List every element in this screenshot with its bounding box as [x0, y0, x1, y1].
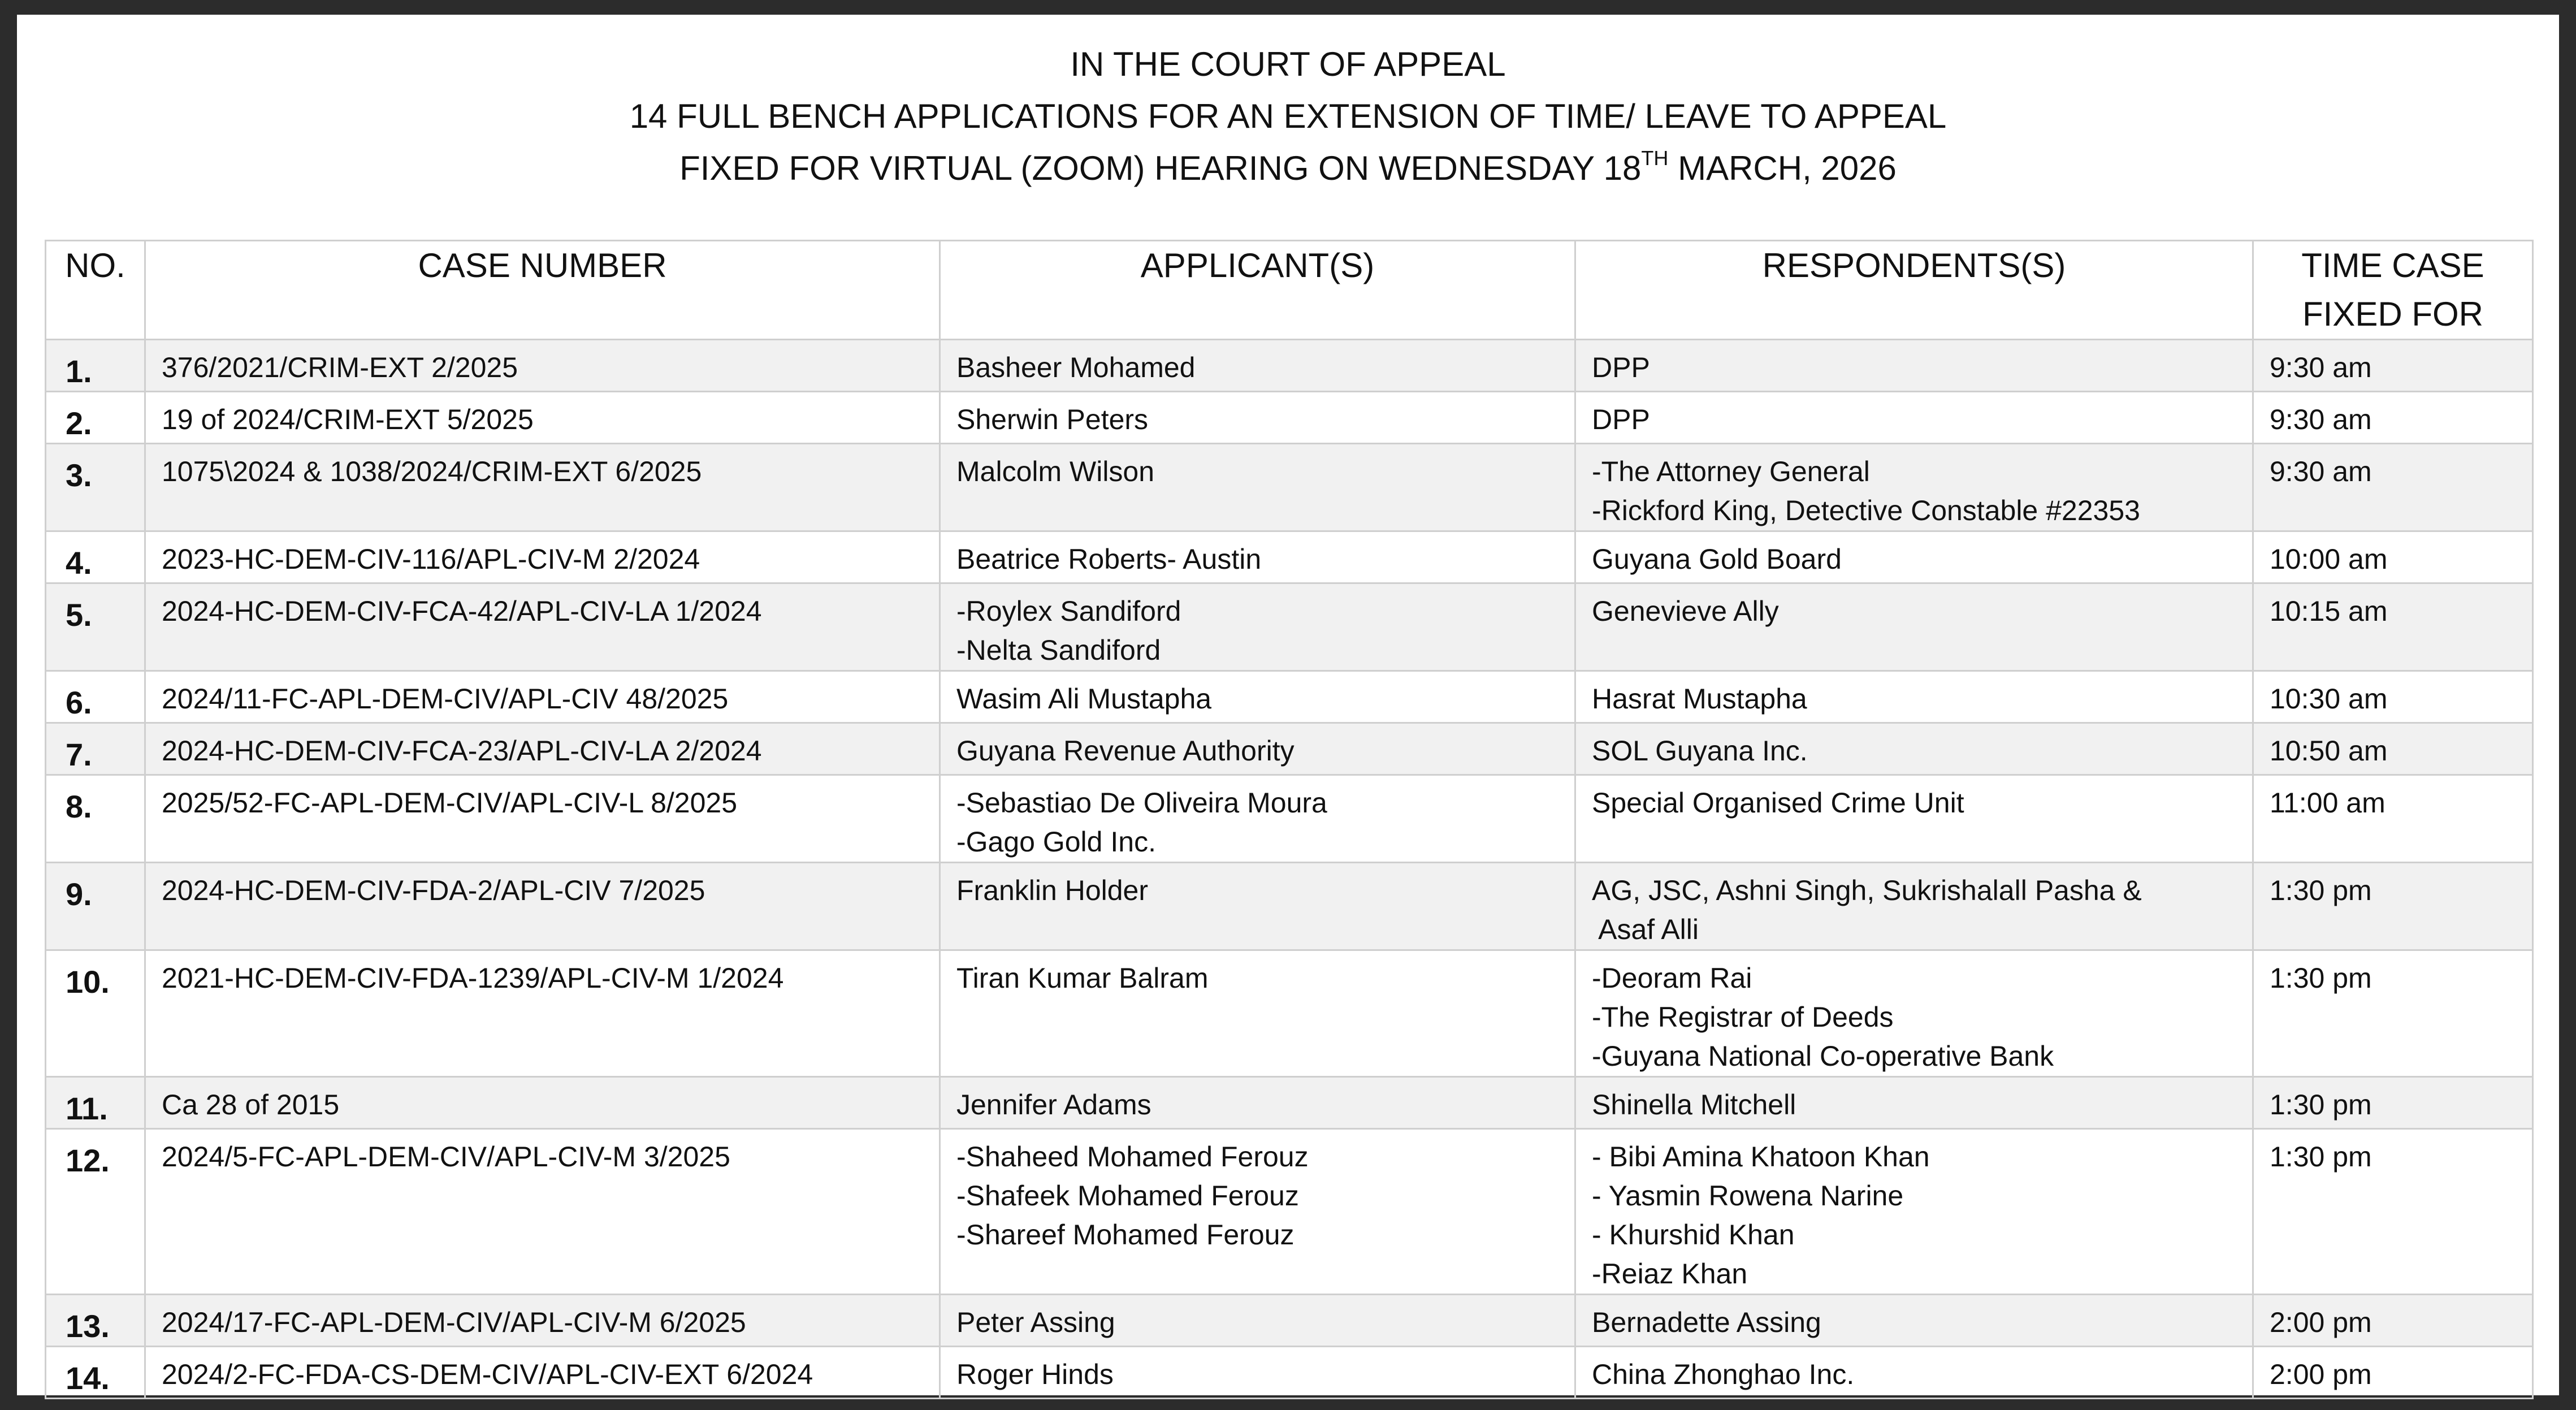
row-number: 14.: [46, 1347, 145, 1399]
table-row: [46, 775, 2533, 863]
respondent-line: -Deoram Rai: [1592, 962, 1752, 994]
applicant: [940, 1295, 1575, 1347]
time-fixed: 1:30 pm: [2253, 1077, 2533, 1129]
time-fixed: 2:00 pm: [2253, 1347, 2533, 1399]
respondent: [1575, 1295, 2253, 1347]
case-number: 376/2021/CRIM-EXT 2/2025: [145, 340, 940, 392]
row-number: 7.: [46, 723, 145, 775]
case-number: 1075\2024 & 1038/2024/CRIM-EXT 6/2025: [145, 444, 940, 531]
applicant: [940, 444, 1575, 531]
respondent-line: Special Organised Crime Unit: [1592, 787, 1964, 819]
row-number: 4.: [46, 531, 145, 583]
respondent-line: -Guyana National Co-operative Bank: [1592, 1040, 2054, 1072]
column-header-case-number: CASE NUMBER: [145, 241, 940, 340]
applicant: [940, 1077, 1575, 1129]
table-row: [46, 1077, 2533, 1129]
applicant-line: -Sebastiao De Oliveira Moura: [956, 787, 1327, 819]
time-fixed: 1:30 pm: [2253, 1129, 2533, 1295]
time-fixed: 10:00 am: [2253, 531, 2533, 583]
respondent: [1575, 671, 2253, 723]
table-row: [46, 392, 2533, 444]
applicant-line: Sherwin Peters: [956, 404, 1149, 435]
table-row: [46, 531, 2533, 583]
table-row: [46, 723, 2533, 775]
applicant-line: Roger Hinds: [956, 1359, 1114, 1390]
cases-table: [45, 240, 2534, 1399]
case-number: 2024/11-FC-APL-DEM-CIV/APL-CIV 48/2025: [145, 671, 940, 723]
respondent: [1575, 950, 2253, 1077]
respondent-line: -Reiaz Khan: [1592, 1258, 1748, 1290]
time-fixed: 9:30 am: [2253, 340, 2533, 392]
respondent-line: - Khurshid Khan: [1592, 1219, 1795, 1251]
applicant: [940, 583, 1575, 671]
row-number: 8.: [46, 775, 145, 863]
applicant-line: Basheer Mohamed: [956, 352, 1196, 383]
table-row: [46, 863, 2533, 950]
row-number: 5.: [46, 583, 145, 671]
time-fixed: 11:00 am: [2253, 775, 2533, 863]
column-header-time: [2253, 241, 2533, 340]
applicant-line: -Shaheed Mohamed Ferouz: [956, 1141, 1309, 1173]
applicant-line: -Nelta Sandiford: [956, 634, 1161, 666]
row-number: 2.: [46, 392, 145, 444]
column-header-time-line2: FIXED FOR: [2302, 295, 2483, 333]
respondent-line: Bernadette Assing: [1592, 1307, 1821, 1338]
hearing-date-month-year: MARCH, 2026: [1668, 149, 1897, 187]
row-number: 9.: [46, 863, 145, 950]
applicant: [940, 1129, 1575, 1295]
document-header: [17, 38, 2559, 194]
respondent-line: -The Registrar of Deeds: [1592, 1001, 1894, 1033]
table-row: [46, 1129, 2533, 1295]
case-number: 19 of 2024/CRIM-EXT 5/2025: [145, 392, 940, 444]
date-ordinal-suffix: TH: [1641, 146, 1669, 170]
table-row: [46, 444, 2533, 531]
respondent-line: SOL Guyana Inc.: [1592, 735, 1808, 767]
respondent-line: - Bibi Amina Khatoon Khan: [1592, 1141, 1930, 1173]
table-row: [46, 583, 2533, 671]
respondent: [1575, 340, 2253, 392]
hearing-date-text: FIXED FOR VIRTUAL (ZOOM) HEARING ON WEDNESDAY 18: [679, 149, 1642, 187]
respondent-line: -Rickford King, Detective Constable #22353: [1592, 495, 2140, 526]
respondent-line: DPP: [1592, 404, 1650, 435]
applicant-line: Guyana Revenue Authority: [956, 735, 1295, 767]
time-fixed: 9:30 am: [2253, 392, 2533, 444]
applicant-line: Peter Assing: [956, 1307, 1115, 1338]
respondent-line: DPP: [1592, 352, 1650, 383]
table-row: [46, 1347, 2533, 1399]
case-number: 2024/2-FC-FDA-CS-DEM-CIV/APL-CIV-EXT 6/2024: [145, 1347, 940, 1399]
respondent: [1575, 775, 2253, 863]
row-number: 3.: [46, 444, 145, 531]
respondent-line: Hasrat Mustapha: [1592, 683, 1807, 715]
respondent: [1575, 1077, 2253, 1129]
row-number: 1.: [46, 340, 145, 392]
respondent-line: Guyana Gold Board: [1592, 543, 1842, 575]
case-number: 2024-HC-DEM-CIV-FCA-42/APL-CIV-LA 1/2024: [145, 583, 940, 671]
applicant-line: Franklin Holder: [956, 875, 1149, 906]
applicant-line: -Roylex Sandiford: [956, 595, 1181, 627]
row-number: 10.: [46, 950, 145, 1077]
respondent: [1575, 723, 2253, 775]
cases-table-body: [46, 340, 2533, 1399]
respondent-line: Genevieve Ally: [1592, 595, 1779, 627]
hearing-date-line: [17, 142, 2559, 194]
column-header-respondents: RESPONDENTS(S): [1575, 241, 2253, 340]
applicant: [940, 340, 1575, 392]
table-row: [46, 340, 2533, 392]
time-fixed: 10:15 am: [2253, 583, 2533, 671]
row-number: 11.: [46, 1077, 145, 1129]
row-number: 12.: [46, 1129, 145, 1295]
column-header-no: NO.: [46, 241, 145, 340]
respondent: [1575, 583, 2253, 671]
applicant: [940, 671, 1575, 723]
row-number: 13.: [46, 1295, 145, 1347]
time-fixed: 10:30 am: [2253, 671, 2533, 723]
applicant-line: Beatrice Roberts- Austin: [956, 543, 1262, 575]
respondent-line: Shinella Mitchell: [1592, 1089, 1796, 1121]
applicant-line: Wasim Ali Mustapha: [956, 683, 1212, 715]
case-number: 2021-HC-DEM-CIV-FDA-1239/APL-CIV-M 1/2024: [145, 950, 940, 1077]
applicant-line: -Gago Gold Inc.: [956, 826, 1156, 858]
row-number: 6.: [46, 671, 145, 723]
case-number: 2024-HC-DEM-CIV-FCA-23/APL-CIV-LA 2/2024: [145, 723, 940, 775]
column-header-applicants: APPLICANT(S): [940, 241, 1575, 340]
table-row: [46, 950, 2533, 1077]
applicant-line: Jennifer Adams: [956, 1089, 1151, 1121]
court-title: IN THE COURT OF APPEAL: [1070, 45, 1506, 83]
time-fixed: 9:30 am: [2253, 444, 2533, 531]
case-number: 2023-HC-DEM-CIV-116/APL-CIV-M 2/2024: [145, 531, 940, 583]
respondent: [1575, 392, 2253, 444]
applicant: [940, 392, 1575, 444]
respondent: [1575, 444, 2253, 531]
applicant-line: Tiran Kumar Balram: [956, 962, 1209, 994]
respondent-line: - Yasmin Rowena Narine: [1592, 1180, 1904, 1212]
applicant: [940, 775, 1575, 863]
applicant: [940, 531, 1575, 583]
applicant: [940, 950, 1575, 1077]
table-row: [46, 1295, 2533, 1347]
respondent: [1575, 863, 2253, 950]
applicant: [940, 1347, 1575, 1399]
applicant: [940, 723, 1575, 775]
column-header-time-line1: TIME CASE: [2301, 246, 2484, 284]
list-title: 14 FULL BENCH APPLICATIONS FOR AN EXTENSION OF TIME/ LEAVE TO APPEAL: [629, 97, 1947, 135]
case-number: 2024/17-FC-APL-DEM-CIV/APL-CIV-M 6/2025: [145, 1295, 940, 1347]
case-number: Ca 28 of 2015: [145, 1077, 940, 1129]
time-fixed: 2:00 pm: [2253, 1295, 2533, 1347]
time-fixed: 10:50 am: [2253, 723, 2533, 775]
case-number: 2024-HC-DEM-CIV-FDA-2/APL-CIV 7/2025: [145, 863, 940, 950]
case-number: 2025/52-FC-APL-DEM-CIV/APL-CIV-L 8/2025: [145, 775, 940, 863]
document-page: [17, 15, 2559, 1395]
applicant-line: Malcolm Wilson: [956, 456, 1155, 487]
table-header-row: [46, 241, 2533, 340]
respondent: [1575, 1129, 2253, 1295]
case-number: 2024/5-FC-APL-DEM-CIV/APL-CIV-M 3/2025: [145, 1129, 940, 1295]
respondent-line: -The Attorney General: [1592, 456, 1870, 487]
respondent: [1575, 1347, 2253, 1399]
table-row: [46, 671, 2533, 723]
applicant: [940, 863, 1575, 950]
respondent-line: China Zhonghao Inc.: [1592, 1359, 1855, 1390]
respondent-line: Asaf Alli: [1592, 914, 1699, 945]
respondent: [1575, 531, 2253, 583]
applicant-line: -Shafeek Mohamed Ferouz: [956, 1180, 1299, 1212]
applicant-line: -Shareef Mohamed Ferouz: [956, 1219, 1295, 1251]
respondent-line: AG, JSC, Ashni Singh, Sukrishalall Pasha &: [1592, 875, 2142, 906]
time-fixed: 1:30 pm: [2253, 863, 2533, 950]
time-fixed: 1:30 pm: [2253, 950, 2533, 1077]
